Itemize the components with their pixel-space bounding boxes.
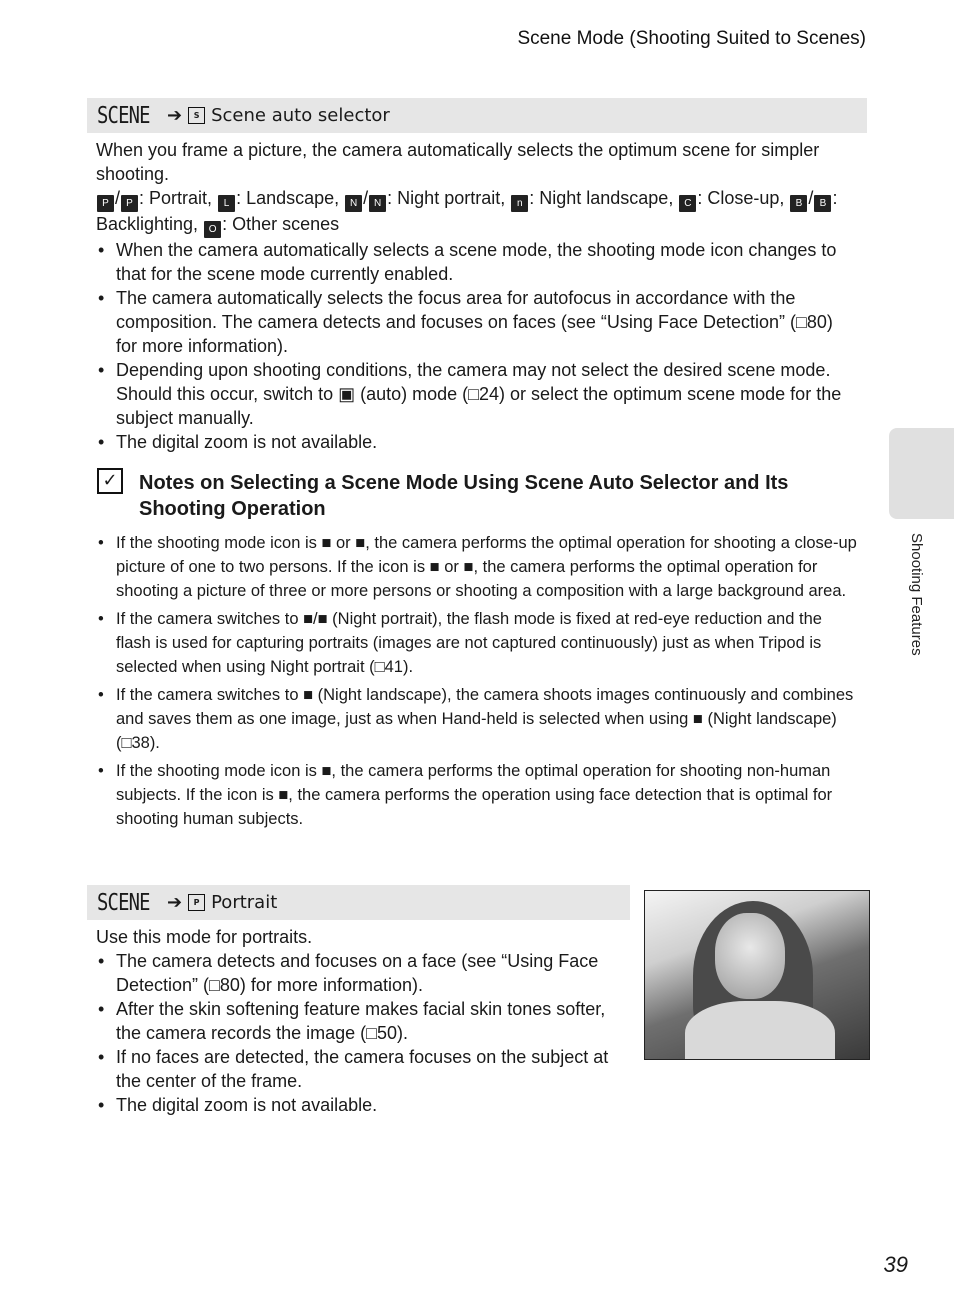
list-item: • If the shooting mode icon is ■, the camera performs the optimal operation for shooting non-human subjects. If the icon is ■, the camera performs the operation using face detection that is optimal for shooting human subjects. [96,759,858,831]
section-bar-scene-auto [87,98,867,133]
list-item: • The digital zoom is not available. [96,1093,614,1117]
list-item: • If no faces are detected, the camera focuses on the subject at the center of the frame. [96,1045,614,1093]
portrait-sample-photo [644,890,870,1060]
legend-night-portrait: : Night portrait, [387,188,506,208]
notes-list [96,531,858,835]
notes-heading: Notes on Selecting a Scene Mode Using Scene Auto Selector and Its Shooting Operation [139,472,789,520]
photo-body [685,1001,835,1060]
chapter-tab [889,428,954,519]
night-portrait-group-icon: N [369,195,386,212]
other-scenes-icon: O [204,221,221,238]
page-number: 39 [883,1252,908,1277]
backlighting-group-icon: B [814,195,831,212]
list-item: • The camera detects and focuses on a face (see “Using Face Detection” (□80) for more information). [96,949,614,997]
portrait-icon: P [188,894,205,911]
list-item: • If the camera switches to ■/■ (Night portrait), the flash mode is fixed at red-eye reduction and the flash is used for capturing portraits (images are not captured continuously) just as when Tripod is selected when using Night portrait (□41). [96,607,858,679]
list-item: • The camera automatically selects the focus area for autofocus in accordance with the composition. The camera detects and focuses on faces (see “Using Face Detection” (□80) for more information). [96,286,858,358]
landscape-icon: L [218,195,235,212]
photo-face [715,913,785,999]
legend-landscape: : Landscape, [236,188,340,208]
scene-auto-icon: S [188,107,205,124]
legend-closeup: Close-up, [707,188,785,208]
section1-body [96,138,858,454]
section2-bullets [96,949,614,1117]
list-item: • When the camera automatically selects a scene mode, the shooting mode icon changes to that for the scene mode currently enabled. [96,238,858,286]
note-check-icon: ✓ [97,468,123,494]
chapter-label: Shooting Features [908,533,925,656]
section2-body [96,925,614,1117]
arrow-icon: ➔ [167,892,183,913]
list-item: • Depending upon shooting conditions, the camera may not select the desired scene mode. Should this occur, switch to ▣ (auto) mode (□24) or select the optimum scene mode for the subject manually. [96,358,858,430]
portrait-group-icon: P [121,195,138,212]
night-portrait-icon: N [345,195,362,212]
legend-backlighting: : Backlighting, [96,188,838,234]
night-landscape-icon: n [511,195,528,212]
section-title: Scene auto selector [211,105,390,126]
section1-bullets [96,238,858,454]
legend-night-landscape: : Night landscape, [529,188,674,208]
legend-portrait: : Portrait, [139,188,213,208]
section-bar-portrait [87,885,630,920]
portrait-icon: P [97,195,114,212]
list-item: • If the camera switches to ■ (Night landscape), the camera shoots images continuously and combines and saves them as one image, just as when Hand-held is selected when using ■ (Night landscape) (□38). [96,683,858,755]
section-title: Portrait [211,892,278,913]
running-header: Scene Mode (Shooting Suited to Scenes) [517,28,866,49]
scene-label: SCENE [97,889,150,916]
list-item: • The digital zoom is not available. [96,430,858,454]
section1-intro: When you frame a picture, the camera automatically selects the optimum scene for simpler shooting. [96,140,820,184]
list-item: • After the skin softening feature makes facial skin tones softer, the camera records the image (□50). [96,997,614,1045]
backlighting-icon: B [790,195,807,212]
arrow-icon: ➔ [167,105,183,126]
legend-other: : Other scenes [222,214,340,234]
list-item: • If the shooting mode icon is ■ or ■, the camera performs the optimal operation for shooting a close-up picture of one to two persons. If the icon is ■ or ■, the camera performs the optimal operation for shooting a picture of three or more persons or shooting a composition with a large background area. [96,531,858,603]
scene-icon-legend: P / P : Portrait, L : Landscape, N / N : Night portrait, n : Night landscape, C : Close-up, B / B : Backlighting, O : Other scenes [96,186,858,238]
scene-label: SCENE [97,102,150,129]
section2-intro: Use this mode for portraits. [96,927,313,947]
closeup-icon: C [679,195,696,212]
